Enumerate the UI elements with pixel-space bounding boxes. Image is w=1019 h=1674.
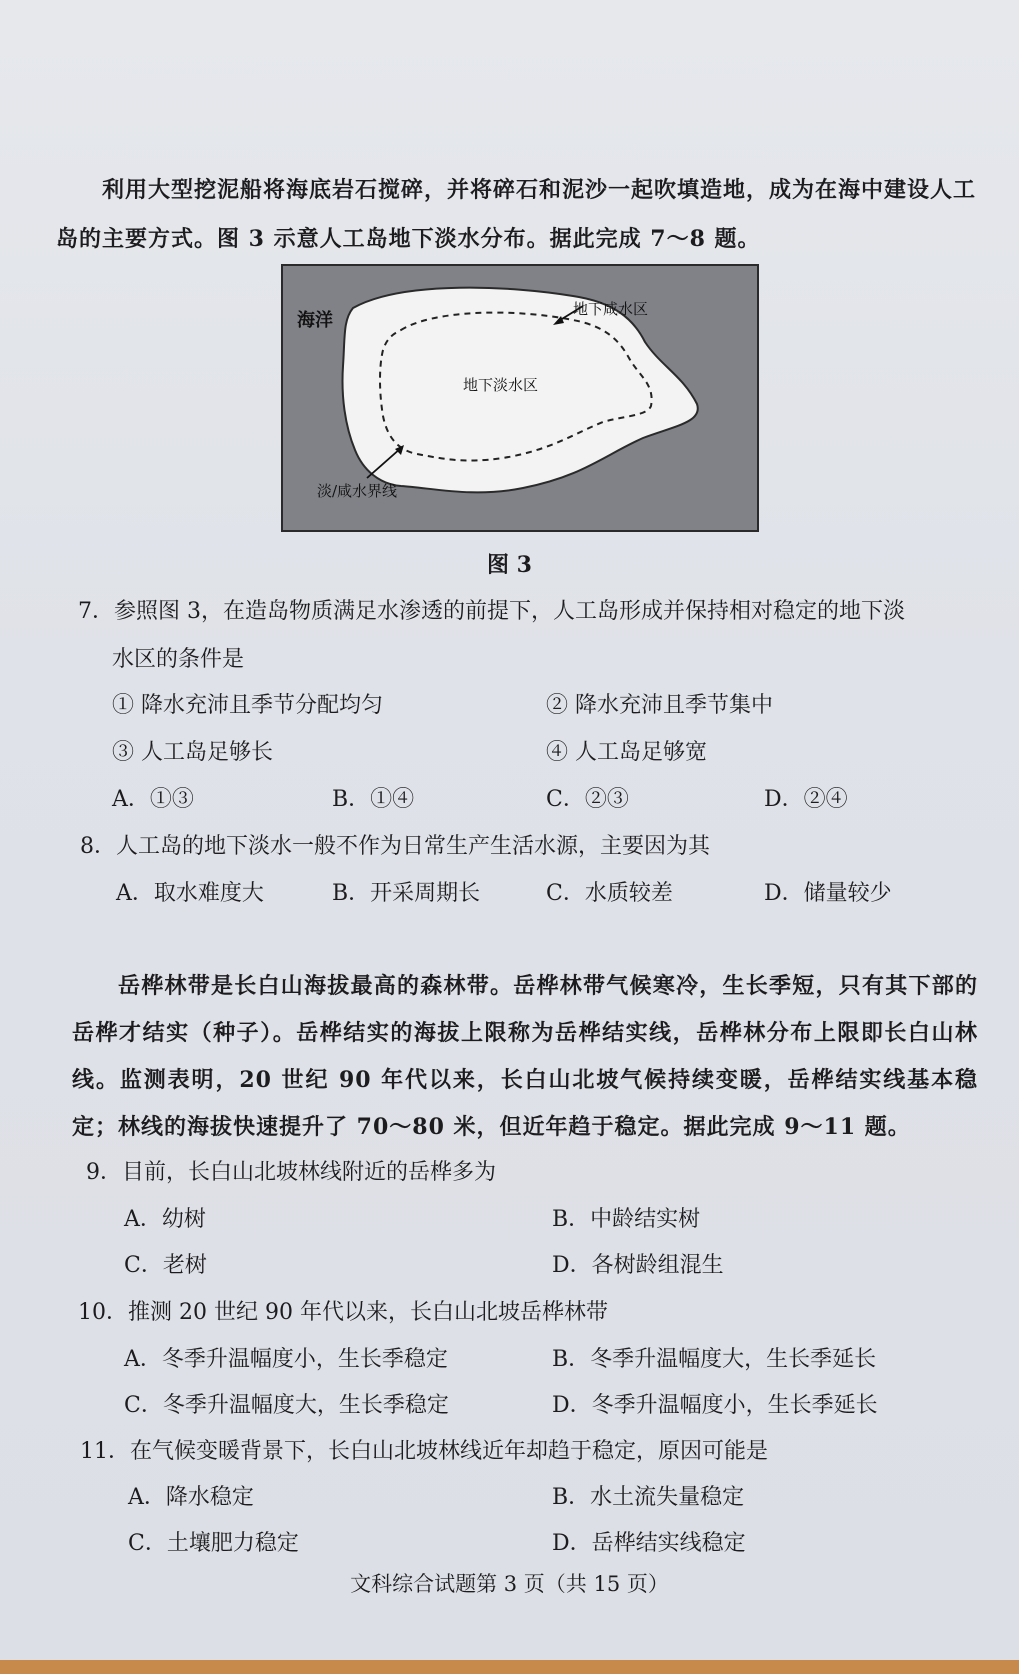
- q10-option-b[interactable]: B．冬季升温幅度大，生长季延长: [552, 1347, 877, 1372]
- q10-stem: 10．推测 20 世纪 90 年代以来，长白山北坡岳桦林带: [78, 1300, 608, 1325]
- q7-option-d[interactable]: D．②④: [764, 787, 848, 812]
- desk-edge: [0, 1660, 1019, 1674]
- saltwater-zone-label: 地下咸水区: [573, 300, 649, 318]
- passage-birch-forest: [72, 963, 978, 1151]
- q7-item-4: ④ 人工岛足够宽: [546, 740, 707, 765]
- q7-option-b[interactable]: B．①④: [332, 787, 415, 812]
- q11-option-b[interactable]: B．水土流失量稳定: [552, 1485, 745, 1510]
- q8-option-b[interactable]: B．开采周期长: [332, 881, 481, 906]
- q7-option-a[interactable]: A．①③: [112, 787, 194, 812]
- figure-caption: 图 3: [487, 552, 532, 578]
- passage-text: 岳桦林带是长白山海拔最高的森林带。岳桦林带气候寒冷，生长季短，只有其下部的岳桦才结实（种子）。岳桦结实的海拔上限称为岳桦结实线，岳桦林分布上限即长白山林线。监测表明，20 世纪 90 年代以来，长白山北坡气候持续变暖，岳桦结实线基本稳定；林线的海拔快速提升了 70～80 米，但近年趋于稳定。据此完成 9～11 题。: [72, 973, 978, 1140]
- page-footer: 文科综合试题第 3 页（共 15 页）: [350, 1572, 669, 1596]
- q7-stem-line1: 7．参照图 3，在造岛物质满足水渗透的前提下，人工岛形成并保持相对稳定的地下淡: [78, 599, 905, 624]
- q8-stem: 8．人工岛的地下淡水一般不作为日常生产生活水源，主要因为其: [80, 834, 710, 859]
- q7-item-2: ② 降水充沛且季节集中: [546, 693, 773, 718]
- boundary-label: 淡/咸水界线: [317, 482, 398, 500]
- q7-option-c[interactable]: C．②③: [546, 787, 629, 812]
- passage-artificial-island: [56, 166, 976, 264]
- q11-option-d[interactable]: D．岳桦结实线稳定: [552, 1531, 746, 1556]
- q11-stem: 11．在气候变暖背景下，长白山北坡林线近年却趋于稳定，原因可能是: [80, 1439, 768, 1464]
- q9-option-b[interactable]: B．中龄结实树: [552, 1207, 701, 1232]
- q10-option-c[interactable]: C．冬季升温幅度大，生长季稳定: [124, 1393, 449, 1418]
- q7-item-3: ③ 人工岛足够长: [112, 740, 273, 765]
- q7-stem-line2: 水区的条件是: [112, 647, 245, 672]
- q11-option-c[interactable]: C．土壤肥力稳定: [128, 1531, 299, 1556]
- q11-option-a[interactable]: A．降水稳定: [128, 1485, 254, 1510]
- q9-stem: 9．目前，长白山北坡林线附近的岳桦多为: [86, 1160, 496, 1185]
- q7-item-1: ① 降水充沛且季节分配均匀: [112, 693, 383, 718]
- q9-option-d[interactable]: D．各树龄组混生: [552, 1253, 724, 1278]
- ocean-label: 海洋: [297, 310, 333, 331]
- q8-option-a[interactable]: A．取水难度大: [116, 881, 264, 906]
- freshwater-zone-label: 地下淡水区: [463, 376, 539, 394]
- q9-option-c[interactable]: C．老树: [124, 1253, 207, 1278]
- figure-3-island-diagram: [281, 264, 759, 532]
- passage-text: 利用大型挖泥船将海底岩石搅碎，并将碎石和泥沙一起吹填造地，成为在海中建设人工岛的主要方式。图 3 示意人工岛地下淡水分布。据此完成 7～8 题。: [56, 177, 977, 252]
- q10-option-d[interactable]: D．冬季升温幅度小，生长季延长: [552, 1393, 878, 1418]
- q10-option-a[interactable]: A．冬季升温幅度小，生长季稳定: [124, 1347, 448, 1372]
- q9-option-a[interactable]: A．幼树: [124, 1207, 206, 1232]
- q8-option-d[interactable]: D．储量较少: [764, 881, 892, 906]
- q8-option-c[interactable]: C．水质较差: [546, 881, 673, 906]
